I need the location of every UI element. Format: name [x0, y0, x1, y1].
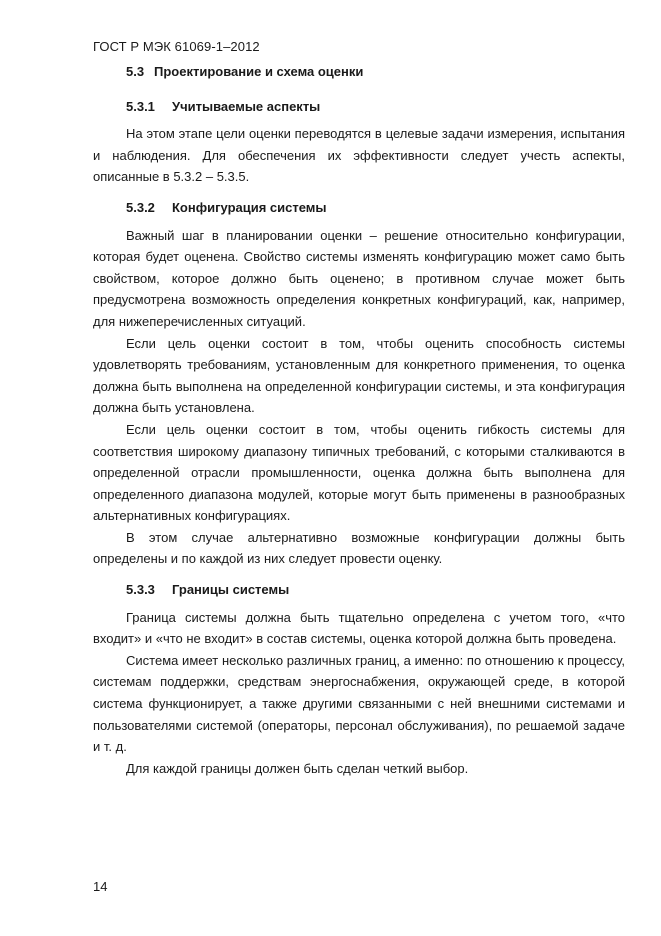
paragraph: Если цель оценки состоит в том, чтобы оценить способность системы удовлетворять требованиям, установленным для конкретного применения, то оценка должна быть выполнена на определенной конфигурации системы, и эта конфигурация должна быть установлена. — [93, 335, 625, 416]
paragraph: Если цель оценки состоит в том, чтобы оценить гибкость системы для соответствия широкому диапазону типичных требований, с которыми сталкиваются в определенной отрасли промышленности, оценка должна быть выполнена для определенного диапазона модулей, которые могут быть применены в разнообразных альтернативных конфигурациях. — [93, 421, 625, 524]
subsection-number: 5.3.2 — [126, 199, 155, 215]
paragraph: Граница системы должна быть тщательно определена с учетом того, «что входит» и «что не входит» в состав системы, оценка которой должна быть проведена. — [93, 609, 625, 647]
section-heading — [93, 61, 625, 83]
subsection-title: Границы системы — [172, 582, 290, 598]
paragraph: Система имеет несколько различных границ, а именно: по отношению к процессу, системам поддержки, средствам энергоснабжения, окружающей среде, в которой система функционирует, а также другими связанными с ней внешними системами и пользователями системой (операторы, персонал обслуживания), по решаемой задаче и т. д. — [93, 652, 625, 755]
standard-header: ГОСТ Р МЭК 61069-1–2012 — [93, 39, 260, 54]
paragraph: На этом этапе цели оценки переводятся в целевые задачи измерения, испытания и наблюдения. Для обеспечения их эффективности следует учесть аспекты, описанные в 5.3.2 – 5.3.5. — [93, 126, 625, 185]
subsection-heading-5-3-2 — [93, 197, 625, 219]
subsection-title: Конфигурация системы — [172, 199, 327, 215]
subsection-heading-5-3-1 — [93, 96, 625, 118]
subsection-number: 5.3.3 — [126, 582, 155, 598]
paragraph: Для каждой границы должен быть сделан четкий выбор. — [126, 760, 469, 776]
section-number: 5.3 — [126, 64, 145, 79]
subsection-number: 5.3.1 — [126, 98, 155, 114]
subsection-title: Учитываемые аспекты — [172, 98, 321, 114]
document-body — [93, 61, 625, 779]
paragraph: Важный шаг в планировании оценки – решение относительно конфигурации, которая будет оценена. Свойство системы изменять конфигурацию может само быть свойством, которое должно быть оценено; в противном случае может быть предусмотрена возможность определения конкретных конфигураций, как, например, для нижеперечисленных ситуаций. — [93, 227, 625, 329]
section-title: Проектирование и схема оценки — [154, 64, 364, 79]
subsection-heading-5-3-3 — [93, 579, 625, 601]
paragraph: В этом случае альтернативно возможные конфигурации должны быть определены и по каждой из них следует провести оценку. — [93, 529, 625, 567]
page-number: 14 — [93, 879, 108, 894]
